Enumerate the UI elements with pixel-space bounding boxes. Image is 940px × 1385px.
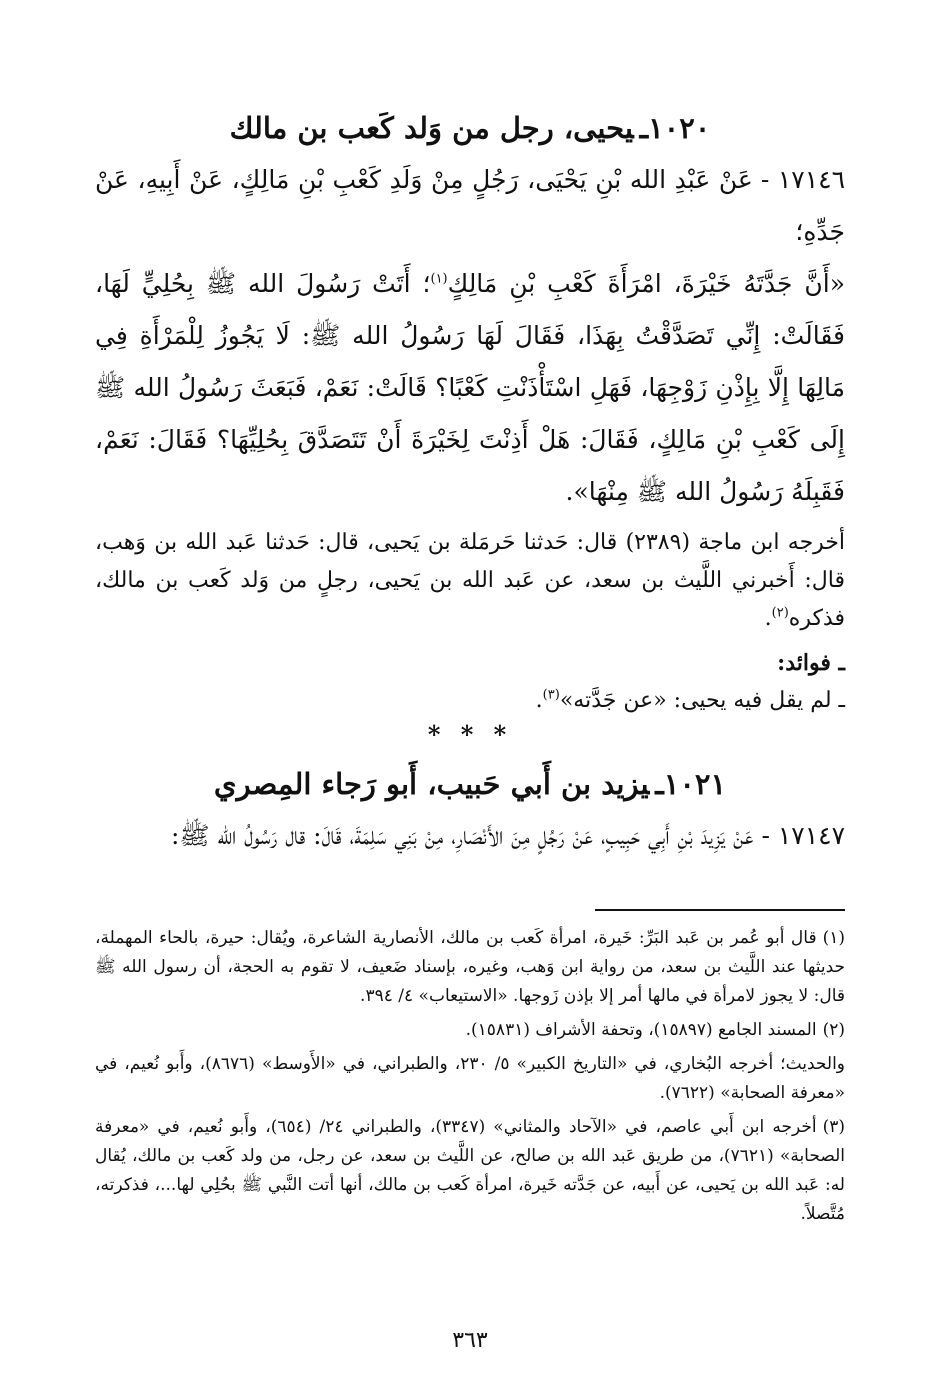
footnote-2 (95, 1016, 845, 1045)
hadith-isnad-17147 (95, 810, 845, 862)
hadith-number: ١٧١٤٦ - (760, 165, 845, 194)
section-number: ١٠٢٠ـ (639, 111, 711, 145)
section-separator: * * * (427, 720, 513, 749)
hadith-isnad-17146 (95, 154, 845, 258)
section-title: يزيد بن أَبي حَبيب، أَبو رَجاء المِصري (213, 767, 650, 801)
footnote-text: قال أبو عُمر بن عَبد البَرِّ: خَيرة، امرأة كَعب بن مالك، الأنصارية الشاعرة، ويُقال: حيرة، بالحاء المهملة، حديثها عند اللَّيث بن سعد، من رواية ابن وَهب، وغيره، بإسناد ضَعيف، لا تقوم به الحجة، أن رسول الله ﷺ قال: لا يجوز لامرأة في مالها أمر إلا بإذن زَوجها. «الاستيعاب» ٤/ ٣٩٤. (95, 928, 845, 1006)
footnote-text: والحديث؛ أخرجه البُخاري، في «التاريخ الكبير» ٥/ ٢٣٠، والطبراني، في «الأَوسط» (٨٦٧٦)، وأَبو نُعيم، في «معرفة الصحابة» (٧٦٢٢). (95, 1054, 846, 1103)
hadith-number: ١٧١٤٧ - (761, 821, 845, 850)
takhrij-paragraph (95, 524, 845, 638)
page-number: ٣٦٣ (452, 1328, 488, 1353)
footnote-2-continued (95, 1050, 845, 1108)
footnote-text: المسند الجامع (١٥٨٩٧)، وتحفة الأشراف (١٥٨٣١). (465, 1020, 817, 1040)
footnote-ref[interactable]: (٢) (771, 605, 789, 621)
footnote-number: (١) (822, 928, 845, 948)
footnote-text: أخرجه ابن أَبي عاصم، في «الآحاد والمثاني» (٣٣٤٧)، والطبراني ٢٤/ (٦٥٤)، وأَبو نُعيم، في «معرفة الصحابة» (٧٦٢١)، من طريق عَبد الله بن صالح، عن اللَّيث بن سعد، عن رجل، من ولد كَعب بن مالك، يُقال له: عَبد الله بن يَحيى، عن أَبيه، عن جَدَّته خَيرة، امرأة كَعب بن مالك، أنها أتت النَّبي ﷺ بحُلِي لها...، فذكرته، مُتَّصلاً. (95, 1117, 845, 1224)
footnote-number: (٢) (822, 1020, 845, 1040)
section-heading-1020 (95, 108, 845, 148)
takhrij-end: . (764, 606, 772, 631)
fawaid-text: ـ لم يقل فيه يحيى: «عن جَدَّته» (559, 688, 845, 713)
takhrij-text: أخرجه ابن ماجة (٢٣٨٩) قال: حَدثنا حَرمَلة بن يَحيى، قال: حَدثنا عَبد الله بن وَهب، قال: أَخبرني اللَّيث بن سعد، عن عَبد الله بن يَحيى، رجلٍ من وَلد كَعب بن مالك، فذكره (95, 530, 846, 631)
fawaid-title: ـ فوائد: (777, 650, 845, 676)
matn-text-rest: ؛ أَتَتْ رَسُولَ الله ﷺ بِحُلِيٍّ لَهَا، فَقَالَتْ: إِنِّي تَصَدَّقْتُ بِهَذَا، فَقَالَ لَهَا رَسُولُ الله ﷺ: لَا يَجُوزُ لِلْمَرْأَةِ فِي مَالِهَا إِلَّا بِإِذْنِ زَوْجِهَا، فَهَلِ اسْتَأْذَنْتِ كَعْبًا؟ قَالَتْ: نَعَمْ، فَبَعَثَ رَسُولُ الله ﷺ إِلَى كَعْبِ بْنِ مَالِكٍ، فَقَالَ: هَلْ أَذِنْتَ لِخَيْرَةَ أَنْ تَتَصَدَّقَ بِحُلِيِّهَا؟ فَقَالَ: نَعَمْ، فَقَبِلَهُ رَسُولُ الله ﷺ مِنْهَا». (95, 269, 845, 506)
isnad-text: عَنْ عَبْدِ الله بْنِ يَحْيَى، رَجُلٍ مِنْ وَلَدِ كَعْبِ بْنِ مَالِكٍ، عَنْ أَبِيهِ، عَنْ جَدِّهِ؛ (95, 165, 845, 246)
footnote-1 (95, 924, 845, 1011)
footnote-3 (95, 1113, 845, 1229)
hadith-matn-17146 (95, 258, 845, 518)
section-title: يحيى، رجل من وَلد كَعب بن مالك (229, 111, 634, 145)
section-heading-1021 (95, 764, 845, 804)
fawaid-item (95, 682, 845, 720)
footnote-number: (٣) (822, 1117, 846, 1137)
footnote-ref[interactable]: (٣) (542, 687, 560, 703)
footnotes (95, 924, 845, 1234)
section-number: ١٠٢١ـ (655, 767, 727, 801)
fawaid-end: . (535, 688, 543, 713)
footnote-divider (595, 909, 845, 911)
footnote-ref[interactable]: (١) (430, 271, 448, 287)
matn-text: «أَنَّ جَدَّتَهُ خَيْرَةَ، امْرَأَةَ كَعْبِ بْنِ مَالِكٍ (447, 269, 845, 298)
isnad-text: عَنْ يَزِيدَ بْنِ أَبِي حَبِيبٍ، عَنْ رَجُلٍ مِنَ الأَنْصَارِ، مِنْ بَنِي سَلِمَةَ، قَالَ: قال رَسُولُ الله ﷺ: (170, 821, 754, 850)
